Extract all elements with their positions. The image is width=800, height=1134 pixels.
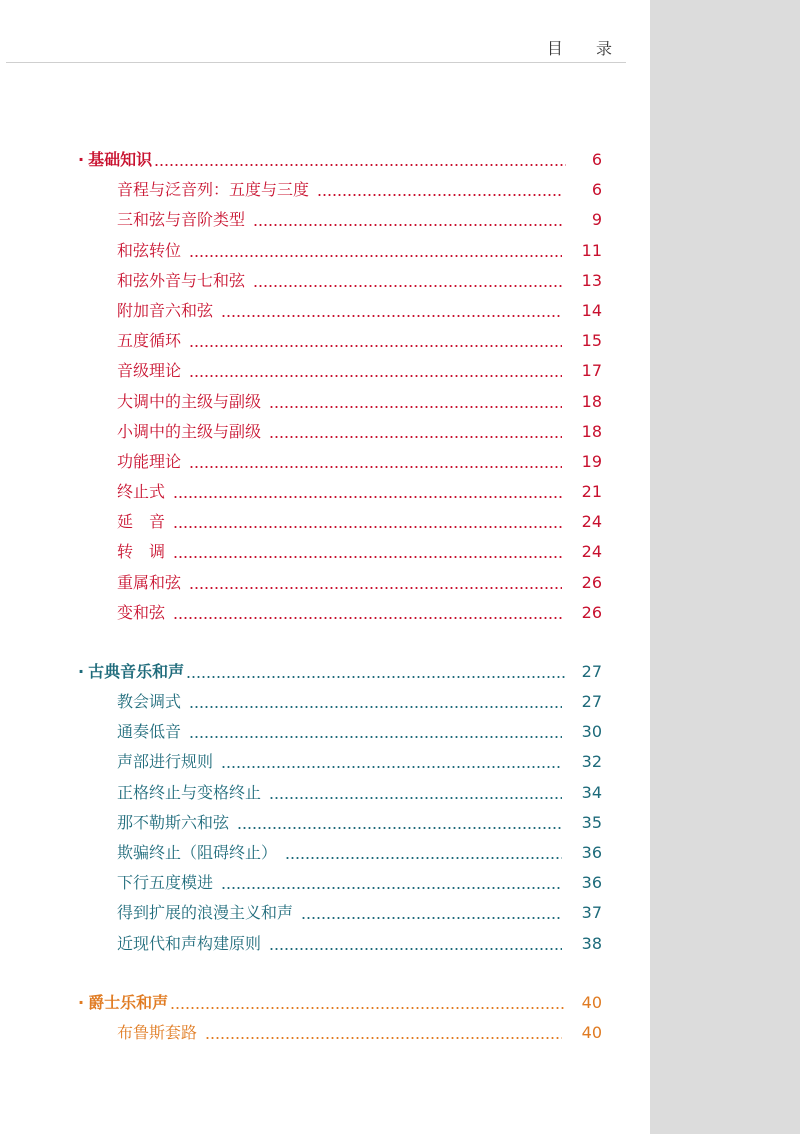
entry-title: 教会调式 — [117, 687, 189, 717]
entry-title: 欺骗终止（阻碍终止） — [117, 838, 285, 868]
toc-entry[interactable] — [0, 507, 650, 537]
dot-leader — [189, 717, 562, 747]
entry-title: 功能理论 — [117, 447, 189, 477]
entry-page-number: 38 — [562, 929, 602, 959]
entry-page-number: 19 — [562, 447, 602, 477]
dot-leader — [173, 537, 562, 567]
toc-entry[interactable] — [0, 537, 650, 567]
entry-title: 五度循环 — [117, 326, 189, 356]
dot-leader — [253, 266, 562, 296]
section-title-text — [78, 657, 186, 687]
entry-page-number: 21 — [562, 477, 602, 507]
entry-title: 终止式 — [117, 477, 173, 507]
entry-page-number: 34 — [562, 778, 602, 808]
bullet-icon: · — [78, 150, 85, 169]
entry-page-number: 27 — [562, 687, 602, 717]
entry-title: 音级理论 — [117, 356, 189, 386]
entry-page-number: 36 — [562, 868, 602, 898]
toc-entry[interactable] — [0, 447, 650, 477]
toc-entry[interactable] — [0, 838, 650, 868]
toc-entry[interactable] — [0, 1018, 650, 1048]
section-title-text — [78, 145, 154, 175]
running-head: 目 录 — [546, 39, 626, 58]
entry-page-number: 30 — [562, 717, 602, 747]
entry-title: 声部进行规则 — [117, 747, 221, 777]
dot-leader — [189, 687, 562, 717]
entry-title: 延 音 — [117, 507, 173, 537]
dot-leader — [186, 657, 566, 687]
entry-page-number: 36 — [562, 838, 602, 868]
entry-title: 附加音六和弦 — [117, 296, 221, 326]
page-margin — [650, 0, 800, 1134]
entry-title: 转 调 — [117, 537, 173, 567]
toc-section — [0, 986, 650, 1048]
entry-title: 下行五度模进 — [117, 868, 221, 898]
toc-entry[interactable] — [0, 567, 650, 597]
toc-section — [0, 655, 650, 959]
entry-title: 重属和弦 — [117, 568, 189, 598]
entry-page-number: 18 — [562, 387, 602, 417]
dot-leader — [285, 838, 562, 868]
toc-entry[interactable] — [0, 356, 650, 386]
entry-title: 小调中的主级与副级 — [117, 417, 269, 447]
entry-page-number: 17 — [562, 356, 602, 386]
section-page-number: 27 — [566, 657, 602, 687]
entry-page-number: 40 — [562, 1018, 602, 1048]
entry-page-number: 26 — [562, 568, 602, 598]
entry-title: 和弦外音与七和弦 — [117, 266, 253, 296]
table-of-contents — [0, 143, 650, 1075]
dot-leader — [189, 236, 562, 266]
entry-title: 和弦转位 — [117, 236, 189, 266]
entry-title: 音程与泛音列：五度与三度 — [117, 175, 317, 205]
bullet-icon: · — [78, 992, 85, 1012]
toc-entry[interactable] — [0, 808, 650, 838]
section-page-number: 6 — [566, 145, 602, 175]
dot-leader — [189, 356, 562, 386]
toc-section-heading[interactable] — [0, 655, 650, 687]
dot-leader — [269, 417, 562, 447]
entry-page-number: 37 — [562, 898, 602, 928]
toc-entry[interactable] — [0, 386, 650, 416]
entry-title: 正格终止与变格终止 — [117, 778, 269, 808]
dot-leader — [269, 778, 562, 808]
entry-page-number: 6 — [562, 175, 602, 205]
dot-leader — [253, 205, 562, 235]
section-title: 爵士乐和声 — [88, 992, 169, 1012]
toc-entry[interactable] — [0, 777, 650, 807]
toc-entry[interactable] — [0, 687, 650, 717]
toc-entry[interactable] — [0, 417, 650, 447]
toc-entry[interactable] — [0, 266, 650, 296]
toc-entry[interactable] — [0, 477, 650, 507]
section-title-text — [78, 988, 170, 1018]
dot-leader — [221, 868, 562, 898]
toc-entry[interactable] — [0, 898, 650, 928]
entry-title: 三和弦与音阶类型 — [117, 205, 253, 235]
entry-page-number: 35 — [562, 808, 602, 838]
entry-page-number: 24 — [562, 507, 602, 537]
dot-leader — [170, 988, 566, 1018]
dot-leader — [301, 898, 562, 928]
toc-entry[interactable] — [0, 868, 650, 898]
dot-leader — [173, 598, 562, 628]
entry-page-number: 13 — [562, 266, 602, 296]
toc-entry[interactable] — [0, 235, 650, 265]
toc-section-heading[interactable] — [0, 986, 650, 1018]
section-page-number: 40 — [566, 988, 602, 1018]
header-rule — [6, 62, 626, 63]
toc-section — [0, 143, 650, 628]
entry-page-number: 26 — [562, 598, 602, 628]
toc-entry[interactable] — [0, 205, 650, 235]
toc-entry[interactable] — [0, 928, 650, 958]
toc-entry[interactable] — [0, 175, 650, 205]
section-title: 古典音乐和声 — [88, 661, 185, 681]
dot-leader — [221, 747, 562, 777]
entry-page-number: 24 — [562, 537, 602, 567]
entry-title: 布鲁斯套路 — [117, 1018, 205, 1048]
dot-leader — [205, 1018, 562, 1048]
entry-page-number: 9 — [562, 205, 602, 235]
toc-entry[interactable] — [0, 326, 650, 356]
entry-page-number: 11 — [562, 236, 602, 266]
dot-leader — [173, 477, 562, 507]
entry-page-number: 32 — [562, 747, 602, 777]
toc-section-heading[interactable] — [0, 143, 650, 175]
dot-leader — [173, 507, 562, 537]
dot-leader — [237, 808, 562, 838]
toc-entry[interactable] — [0, 747, 650, 777]
dot-leader — [221, 296, 562, 326]
dot-leader — [189, 568, 562, 598]
entry-title: 得到扩展的浪漫主义和声 — [117, 898, 301, 928]
toc-entry[interactable] — [0, 717, 650, 747]
entry-title: 变和弦 — [117, 598, 173, 628]
entry-page-number: 14 — [562, 296, 602, 326]
bullet-icon: · — [78, 661, 85, 681]
toc-entry[interactable] — [0, 598, 650, 628]
entry-title: 通奏低音 — [117, 717, 189, 747]
dot-leader — [189, 447, 562, 477]
dot-leader — [269, 929, 562, 959]
entry-title: 那不勒斯六和弦 — [117, 808, 237, 838]
dot-leader — [269, 387, 562, 417]
entry-page-number: 15 — [562, 326, 602, 356]
dot-leader — [189, 326, 562, 356]
dot-leader — [317, 175, 562, 205]
entry-title: 近现代和声构建原则 — [117, 929, 269, 959]
dot-leader — [154, 145, 566, 175]
section-title: 基础知识 — [88, 150, 153, 169]
entry-page-number: 18 — [562, 417, 602, 447]
entry-title: 大调中的主级与副级 — [117, 387, 269, 417]
toc-entry[interactable] — [0, 296, 650, 326]
